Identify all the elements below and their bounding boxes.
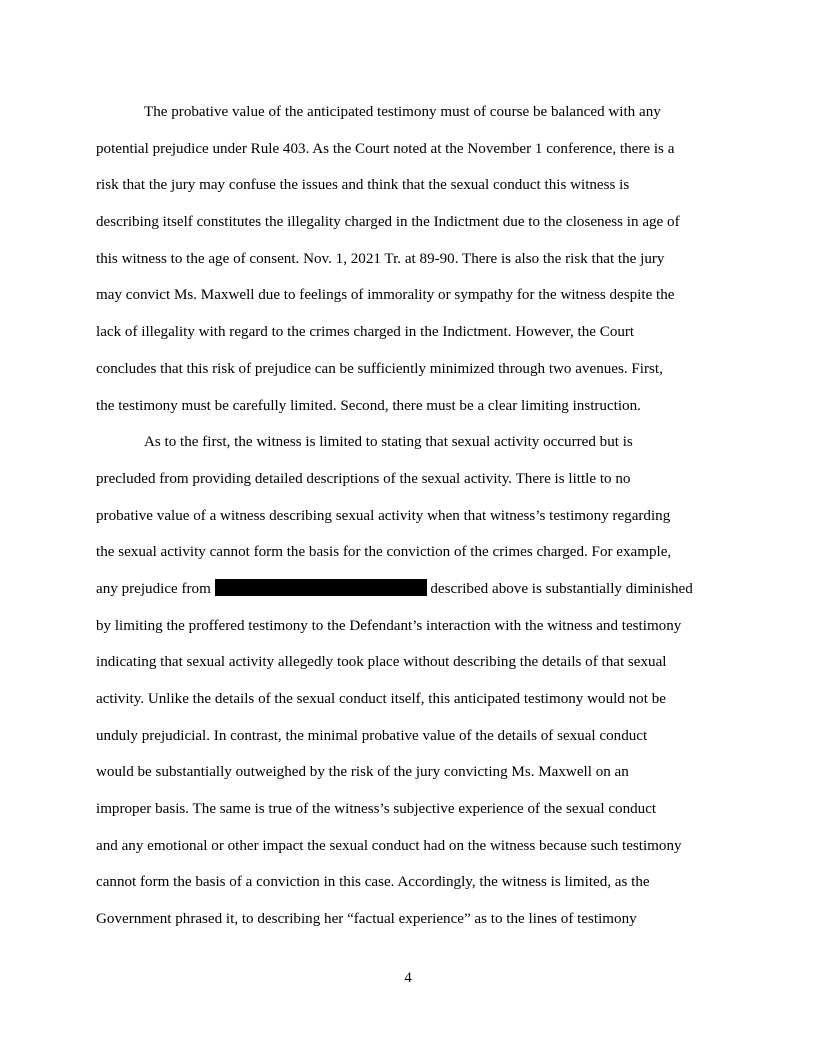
text-line: the sexual activity cannot form the basis for the conviction of the crimes charged. For example, [96,544,672,561]
text-line: cannot form the basis of a conviction in this case. Accordingly, the witness is limited, as the [96,874,650,891]
text-line: the testimony must be carefully limited. Second, there must be a clear limiting instruction. [96,397,641,414]
text-after-redaction: described above is substantially diminished [426,580,693,597]
text-line: unduly prejudicial. In contrast, the minimal probative value of the details of sexual conduct [96,727,648,744]
text-line: precluded from providing detailed descriptions of the sexual activity. There is little to no [96,470,631,487]
redacted-text-line [96,571,720,608]
text-line: Government phrased it, to describing her “factual experience” as to the lines of testimony [96,911,637,928]
text-line: by limiting the proffered testimony to the Defendant’s interaction with the witness and testimony [96,617,682,634]
text-line: lack of illegality with regard to the crimes charged in the Indictment. However, the Court [96,324,635,341]
text-line: probative value of a witness describing sexual activity when that witness’s testimony regarding [96,507,671,524]
text-line: potential prejudice under Rule 403. As the Court noted at the November 1 conference, there is a [96,140,675,157]
text-line: and any emotional or other impact the sexual conduct had on the witness because such testimony [96,837,682,854]
text-line: The probative value of the anticipated testimony must of course be balanced with any [144,104,661,120]
text-line: would be substantially outweighed by the risk of the jury convicting Ms. Maxwell on an [96,764,629,781]
paragraph-2 [96,424,720,938]
paragraph-1 [96,94,720,424]
text-line: indicating that sexual activity allegedly took place without describing the details of that sexual [96,654,667,671]
text-line: improper basis. The same is true of the witness’s subjective experience of the sexual conduct [96,801,657,818]
text-line: concludes that this risk of prejudice can be sufficiently minimized through two avenues. First, [96,360,663,377]
text-line: describing itself constitutes the illegality charged in the Indictment due to the closeness in age of [96,214,680,231]
text-line: As to the first, the witness is limited to stating that sexual activity occurred but is [144,434,633,451]
page-number: 4 [404,970,412,986]
text-before-redaction: any prejudice from [96,580,215,597]
text-line: this witness to the age of consent. Nov. 1, 2021 Tr. at 89-90. There is also the risk that the jury [96,250,665,267]
text-line: activity. Unlike the details of the sexual conduct itself, this anticipated testimony would not be [96,691,666,707]
text-line: risk that the jury may confuse the issues and think that the sexual conduct this witness is [96,177,630,194]
body-text [96,94,720,938]
text-line: may convict Ms. Maxwell due to feelings of immorality or sympathy for the witness despite the [96,287,675,304]
redaction-box [215,579,427,596]
